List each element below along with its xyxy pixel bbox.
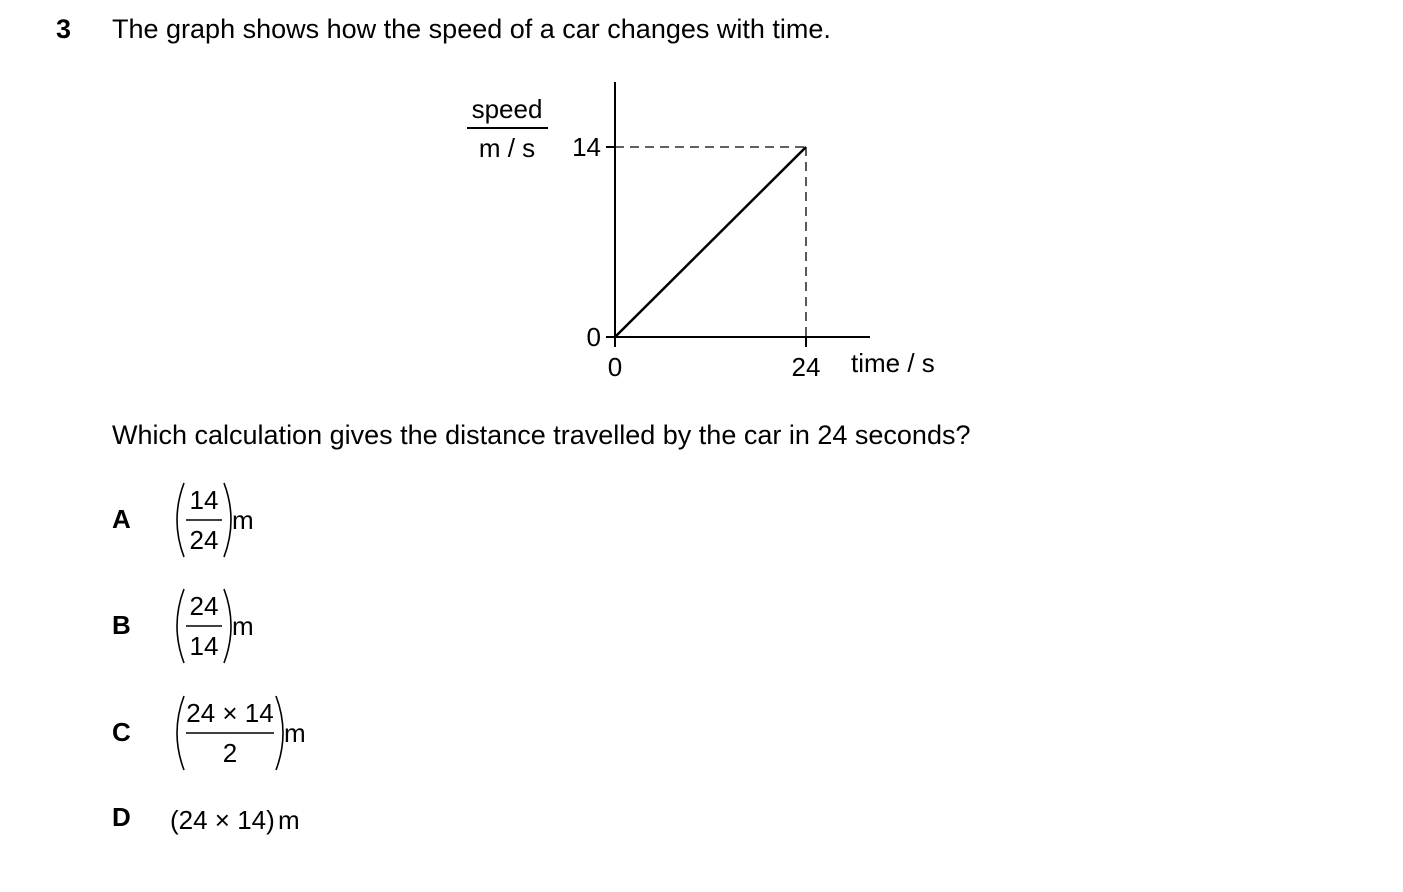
fraction-numerator: 24: [189, 591, 219, 621]
fraction-numerator: 24 × 14: [186, 698, 274, 728]
speed-line: [615, 147, 806, 337]
right-parenthesis: [224, 483, 231, 557]
question-prompt: Which calculation gives the distance travelled by the car in 24 seconds?: [112, 420, 971, 450]
unit-label: m: [232, 505, 254, 535]
left-parenthesis: [177, 696, 184, 770]
y-axis-label-bottom: m / s: [478, 133, 536, 163]
option-letter-c: C: [112, 717, 131, 747]
option-expression-a: [160, 475, 380, 565]
right-parenthesis: [224, 589, 231, 663]
left-parenthesis: [177, 589, 184, 663]
fraction-numerator: 14: [189, 485, 219, 515]
speed-time-graph: [0, 0, 1403, 420]
chart-marks: [615, 147, 806, 337]
option-expression-d: [160, 773, 380, 863]
option-letter-b: B: [112, 610, 131, 640]
x-tick-label: 0: [607, 352, 623, 382]
option-expression-b: [160, 581, 380, 671]
unit-label: m: [232, 611, 254, 641]
fraction-denominator: 2: [222, 738, 238, 768]
fraction-denominator: 14: [189, 631, 219, 661]
option-letter-a: A: [112, 504, 131, 534]
x-axis-label: time / s: [851, 348, 935, 378]
option-expression-c: [160, 688, 380, 778]
y-axis-label-top: speed: [471, 94, 543, 124]
question-number: 3: [56, 14, 72, 44]
unit-label: m: [284, 718, 306, 748]
question-stem: The graph shows how the speed of a car changes with time.: [112, 14, 831, 44]
expression: (24 × 14): [170, 805, 275, 835]
option-letter-d: D: [112, 802, 131, 832]
y-tick-label: 14: [572, 132, 601, 162]
fraction-denominator: 24: [189, 525, 219, 555]
right-parenthesis: [276, 696, 283, 770]
y-axis-label: [467, 94, 548, 163]
left-parenthesis: [177, 483, 184, 557]
unit-label: m: [278, 805, 300, 835]
y-tick-label: 0: [586, 322, 601, 352]
x-tick-label: 24: [791, 352, 821, 382]
